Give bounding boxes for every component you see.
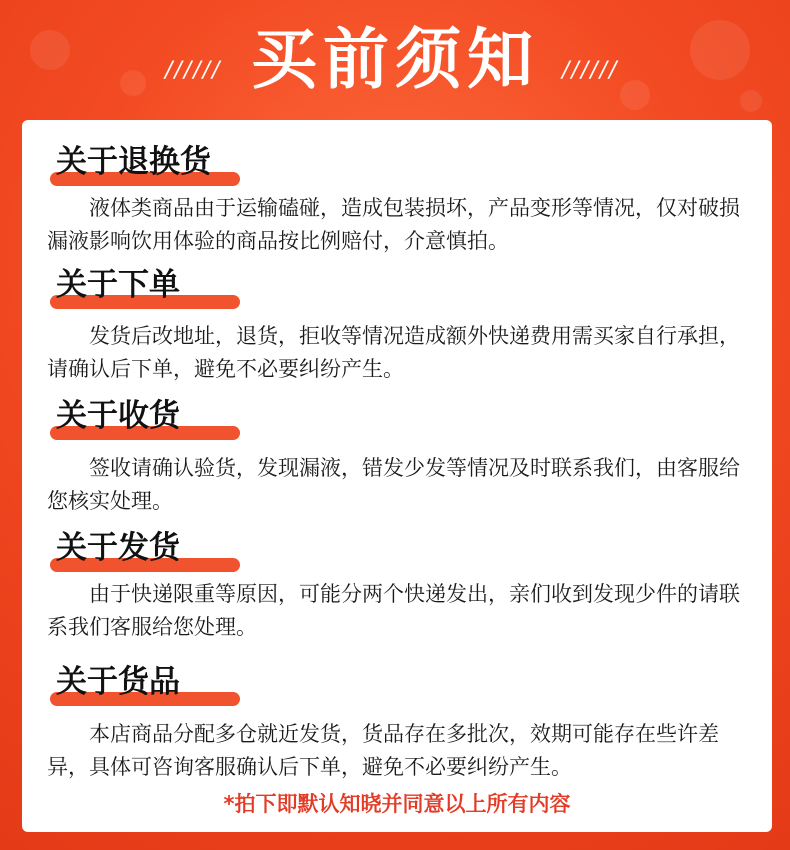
- section-heading-text: 关于退换货: [56, 144, 211, 180]
- notice-card: [22, 120, 772, 832]
- section-body-ordering: 发货后改地址，退货，拒收等情况造成额外快递费用需买家自行承担，请确认后下单，避免不必要纠纷产生。: [47, 324, 740, 381]
- section-body-shipping: 由于快递限重等原因，可能分两个快递发出，亲们收到发现少件的请联系我们客服给您处理。: [47, 582, 740, 639]
- section-heading-text: 关于发货: [56, 530, 180, 566]
- header-left-decoration: //////: [165, 58, 222, 83]
- section-body-products: 本店商品分配多仓就近发货，货品存在多批次，效期可能存在些许差异，具体可咨询客服确认后下单，避免不必要纠纷产生。: [47, 722, 719, 779]
- header-right-decoration: //////: [562, 58, 619, 83]
- section-heading-returns: [50, 140, 211, 192]
- section-heading-text: 关于下单: [56, 267, 180, 303]
- section-heading-text: 关于收货: [56, 398, 180, 434]
- section-body-receiving: 签收请确认验货，发现漏液，错发少发等情况及时联系我们，由客服给您核实处理。: [47, 456, 740, 513]
- footer-note: *拍下即默认知晓并同意以上所有内容: [223, 792, 571, 816]
- section-heading-ordering: [50, 263, 180, 315]
- section-heading-text: 关于货品: [56, 664, 180, 700]
- section-heading-receiving: [50, 394, 180, 446]
- header: [0, 0, 790, 120]
- page-title: 买前须知: [251, 21, 539, 98]
- section-heading-shipping: [50, 526, 180, 578]
- section-body-returns: 液体类商品由于运输磕碰，造成包装损坏，产品变形等情况，仅对破损漏液影响饮用体验的商品按比例赔付，介意慎拍。: [47, 196, 740, 253]
- section-heading-products: [50, 660, 180, 712]
